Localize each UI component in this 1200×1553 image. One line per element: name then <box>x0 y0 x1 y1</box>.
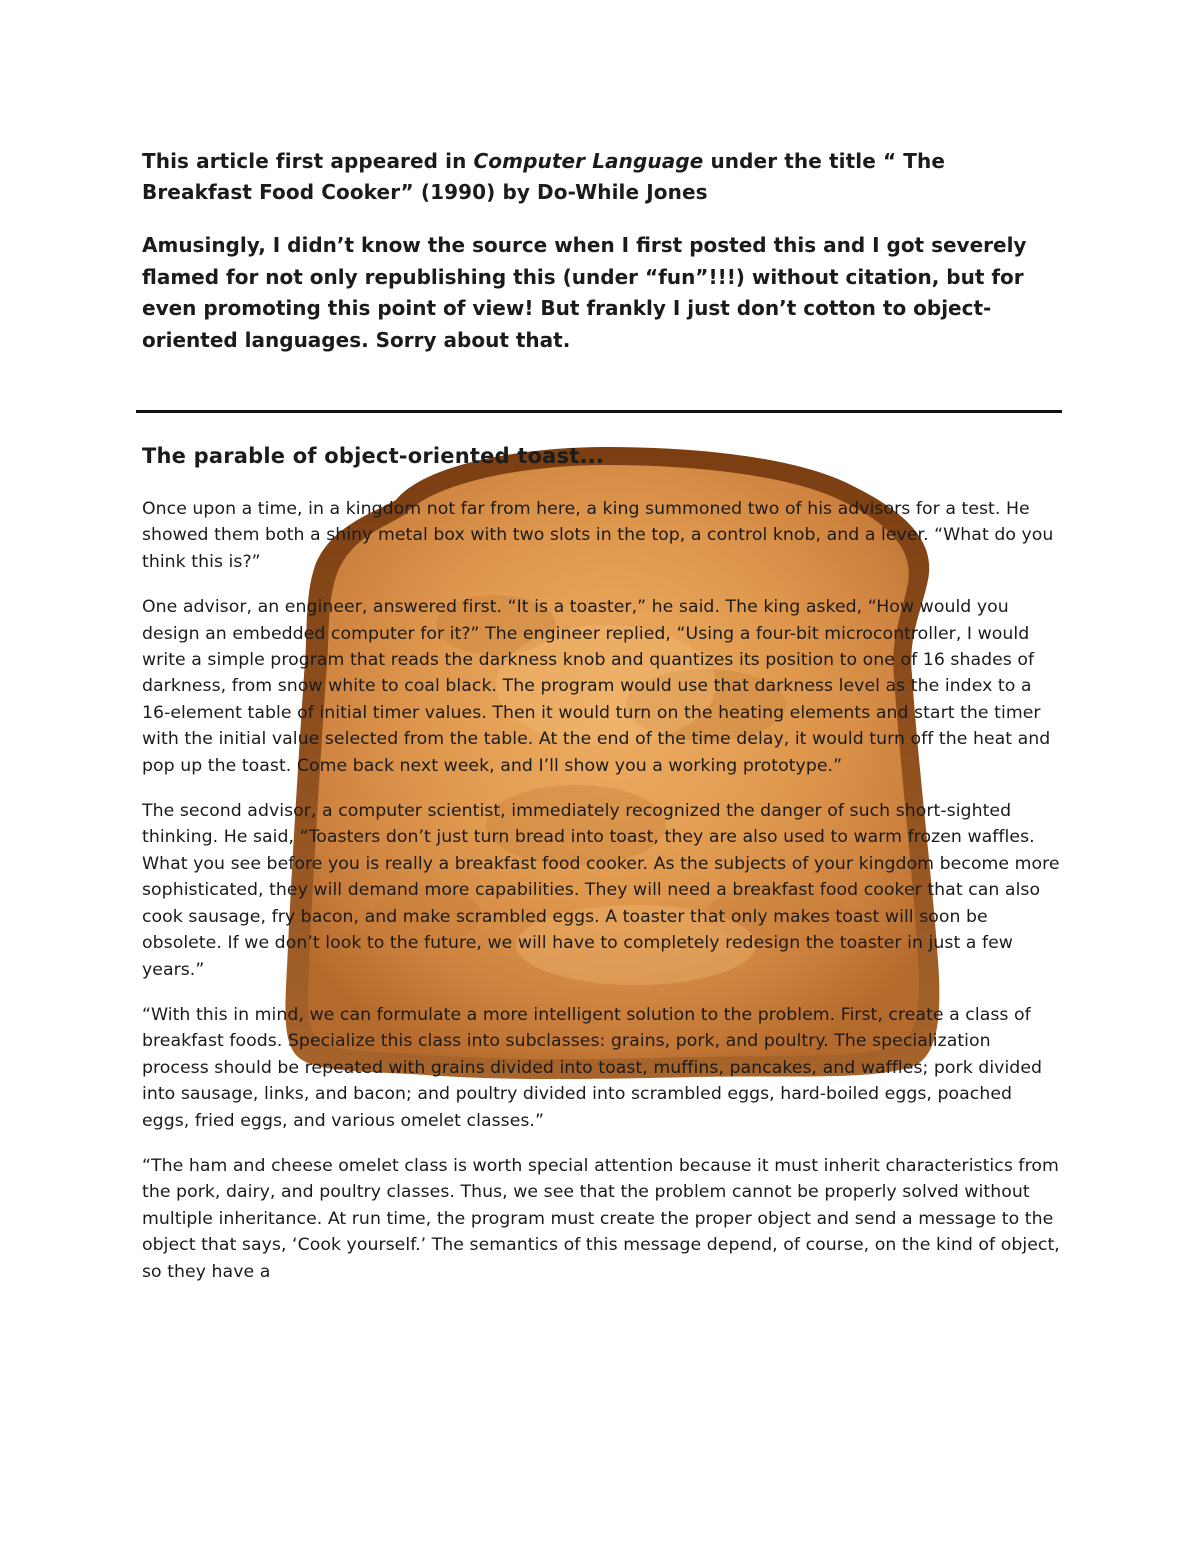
paragraph: Once upon a time, in a kingdom not far from here, a king summoned two of his advisors for a test. He showed them both a shiny metal box with two slots in the top, a control knob, and a lever. “What do you think this is?” <box>142 499 1054 572</box>
source-suffix: under the title “ The Breakfast Food Cooker” (1990) by Do-While Jones <box>142 149 945 204</box>
paragraph: “The ham and cheese omelet class is worth special attention because it must inherit characteristics from the pork, dairy, and poultry classes. Thus, we see that the problem cannot be properly solved without multiple inheritance. At run time, the program must create the proper object and send a message to the object that says, ‘Cook yourself.’ The semantics of this message depend, of course, on the kind of object, so they have a <box>142 1155 1060 1282</box>
paragraph: “With this in mind, we can formulate a more intelligent solution to the problem. First, create a class of breakfast foods. Specialize this class into subclasses: grains, pork, and poultry. The specialization process should be repeated with grains divided into toast, muffins, pancakes, and waffles; pork divided into sausage, links, and bacon; and poultry divided into scrambled eggs, hard-boiled eggs, poached eggs, fried eggs, and various omelet classes.” <box>142 1004 1043 1131</box>
article-header <box>142 146 1042 356</box>
horizontal-divider <box>136 410 1062 413</box>
paragraph: The second advisor, a computer scientist, immediately recognized the danger of such short-sighted thinking. He said, “Toasters don’t just turn bread into toast, they are also used to warm frozen waffles. What you see before you is really a breakfast food cooker. As the subjects of your kingdom become more sophisticated, they will demand more capabilities. They will need a breakfast food cooker that can also cook sausage, fry bacon, and make scrambled eggs. A toaster that only makes toast will soon be obsolete. If we don’t look to the future, we will have to completely redesign the toaster in just a few years.” <box>142 801 1060 980</box>
article-title: The parable of object-oriented toast... <box>142 444 605 468</box>
source-prefix: This article first appeared in <box>142 149 474 173</box>
source-publication: Computer Language <box>473 149 704 173</box>
paragraph: One advisor, an engineer, answered first. “It is a toaster,” he said. The king asked, “How would you design an embedded computer for it?” The engineer replied, “Using a four-bit microcontroller, I would write a simple program that reads the darkness knob and quantizes its position to one of 16 shades of darkness, from snow white to coal black. The program would use that darkness level as the index to a 16-element table of initial timer values. Then it would turn on the heating elements and start the timer with the initial value selected from the table. At the end of the time delay, it would turn off the heat and pop up the toast. Come back next week, and I’ll show you a working prototype.” <box>142 597 1051 776</box>
author-note: Amusingly, I didn’t know the source when I first posted this and I got severely flamed for not only republishing this (under “fun”!!!) without citation, but for even promoting this point of view! But frankly I just don’t cotton to object-oriented languages. Sorry about that. <box>142 233 1027 352</box>
article-body <box>142 496 1062 1304</box>
source-citation <box>142 146 1042 208</box>
